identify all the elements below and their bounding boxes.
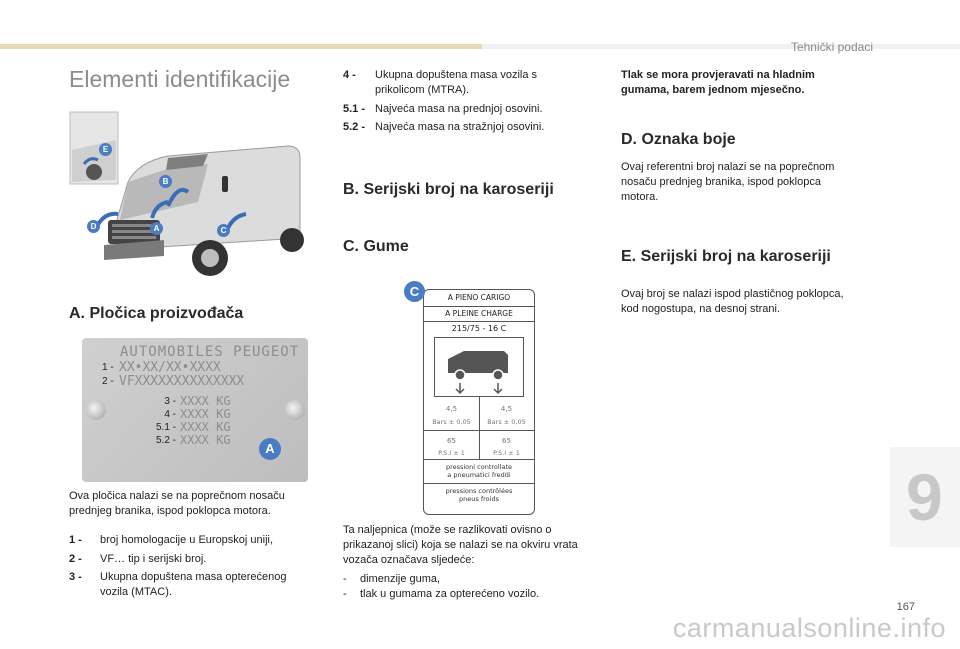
- item-text: Ukupna dopuštena masa vozila s prikolicom (MTRA).: [375, 69, 538, 96]
- item-text: Najveća masa na stražnjoj osovini.: [375, 121, 545, 133]
- tyre-size: 215/75 - 16 C: [451, 324, 507, 333]
- label-badge: C: [404, 281, 425, 302]
- label-description: Ta naljepnica (može se razlikovati ovisno o prikazanoj slici) koja se nalazi se na okviru vrata vozača označava sljedeće:: [343, 524, 578, 566]
- bullet-text: tlak u gumama za opterećeno vozilo.: [360, 588, 540, 600]
- pressure-warning: Tlak se mora provjeravati na hladnim gumama, barem jednom mjesečno.: [621, 69, 815, 96]
- plate-row-1-value: XX•XX/XX•XXXX: [119, 360, 221, 375]
- callout-d: D: [87, 220, 100, 233]
- page-title: Elementi identifikacije: [69, 66, 291, 92]
- psi-front-unit: P.S.I ± 1: [438, 449, 465, 457]
- chapter-number: 9: [906, 460, 943, 534]
- rivet-right: [285, 400, 305, 420]
- plate-description: Ova pločica nalazi se na poprečnom nosaču prednjeg branika, ispod poklopca motora.: [69, 490, 285, 517]
- bullet-item: [343, 572, 583, 587]
- note-it-1: pressioni controllate: [445, 463, 513, 471]
- manufacturer-plate: [82, 338, 308, 482]
- callout-c: C: [217, 224, 230, 237]
- item-text: VF… tip i serijski broj.: [100, 553, 207, 565]
- psi-rear-unit: P.S.I ± 1: [493, 449, 520, 457]
- header-accent-bar: [0, 44, 482, 49]
- body-serial-description: Ovaj broj se nalazi ispod plastičnog poklopca, kod nogostupa, na desnoj strani.: [621, 288, 844, 315]
- plate-row-3-num: 3 -: [164, 396, 176, 407]
- plate-brand: AUTOMOBILES PEUGEOT: [120, 344, 300, 360]
- psi-front-value: 65: [447, 437, 456, 445]
- watermark: carmanualsonline.info: [672, 613, 946, 643]
- bullet-dash: -: [343, 573, 347, 585]
- plate-badge: A: [259, 438, 281, 460]
- item-number: 2 -: [69, 553, 82, 565]
- bullet-item: [343, 587, 583, 602]
- item-number: 4 -: [343, 69, 356, 81]
- item-number: 3 -: [69, 571, 82, 583]
- psi-rear-value: 65: [502, 437, 511, 445]
- item-number: 1 -: [69, 534, 82, 546]
- plate-row-1-num: 1 -: [102, 362, 114, 373]
- label-line-2: A PLEINE CHARGE: [445, 309, 513, 318]
- plate-row-6-num: 5.2 -: [155, 435, 176, 446]
- bars-rear-unit: Bars ± 0,05: [487, 418, 526, 426]
- divider: [424, 430, 534, 431]
- heading-tyres: C. Gume: [343, 238, 409, 255]
- item-number: 5.2 -: [343, 121, 366, 133]
- list-item: [343, 68, 583, 98]
- plate-row-5-num: 5.1 -: [155, 422, 176, 433]
- van-pictogram: [434, 337, 524, 397]
- divider: [424, 321, 534, 322]
- heading-paint-code: D. Oznaka boje: [621, 131, 736, 148]
- item-text: broj homologacije u Europskoj uniji,: [100, 534, 274, 546]
- list-item: [343, 102, 583, 117]
- plate-row-5-value: XXXX KG: [180, 420, 231, 434]
- item-text: Ukupna dopuštena masa opterećenog vozila (MTAC).: [100, 571, 287, 598]
- section-title: Tehnički podaci: [790, 40, 873, 54]
- bars-front-unit: Bars ± 0,05: [432, 418, 471, 426]
- bullet-text: dimenzije guma,: [360, 573, 441, 585]
- heading-plate: A. Pločica proizvođača: [69, 305, 244, 322]
- rivet-left: [86, 400, 106, 420]
- callout-b: B: [159, 175, 172, 188]
- plate-row-6-value: XXXX KG: [180, 433, 231, 447]
- label-line-1: A PIENO CARIGO: [447, 293, 511, 302]
- bars-front-value: 4,5: [445, 405, 458, 413]
- plate-row-2-value: VFXXXXXXXXXXXXXX: [119, 374, 245, 389]
- van-illustration: [68, 110, 304, 286]
- page-number: 167: [896, 601, 915, 613]
- divider: [424, 306, 534, 307]
- heading-body-serial-e: E. Serijski broj na karoseriji: [621, 248, 831, 265]
- chapter-tab: [890, 447, 960, 547]
- note-fr-1: pressions contrôlées: [445, 487, 513, 495]
- note-fr-2: pneus froids: [459, 495, 499, 503]
- divider: [424, 483, 534, 484]
- callout-a: A: [150, 222, 163, 235]
- list-item: [69, 552, 309, 567]
- callout-e: E: [99, 143, 112, 156]
- plate-row-3-value: XXXX KG: [180, 394, 231, 408]
- note-it-2: a pneumatici freddi: [447, 471, 511, 479]
- plate-row-4-value: XXXX KG: [180, 407, 231, 421]
- list-item: [343, 120, 583, 135]
- plate-row-4-num: 4 -: [164, 409, 176, 420]
- list-item: [69, 533, 309, 548]
- list-item: [69, 570, 309, 600]
- tyre-pressure-label: [423, 289, 535, 515]
- bullet-dash: -: [343, 588, 347, 600]
- paint-code-description: Ovaj referentni broj nalazi se na poprečnom nosaču prednjeg branika, ispod poklopca motora.: [621, 161, 835, 203]
- bars-rear-value: 4,5: [500, 405, 513, 413]
- heading-body-serial: B. Serijski broj na karoseriji: [343, 181, 554, 198]
- item-number: 5.1 -: [343, 103, 366, 115]
- item-text: Najveća masa na prednjoj osovini.: [375, 103, 543, 115]
- plate-row-2-num: 2 -: [102, 376, 114, 387]
- header-gray-bar: [482, 44, 960, 49]
- divider: [424, 459, 534, 460]
